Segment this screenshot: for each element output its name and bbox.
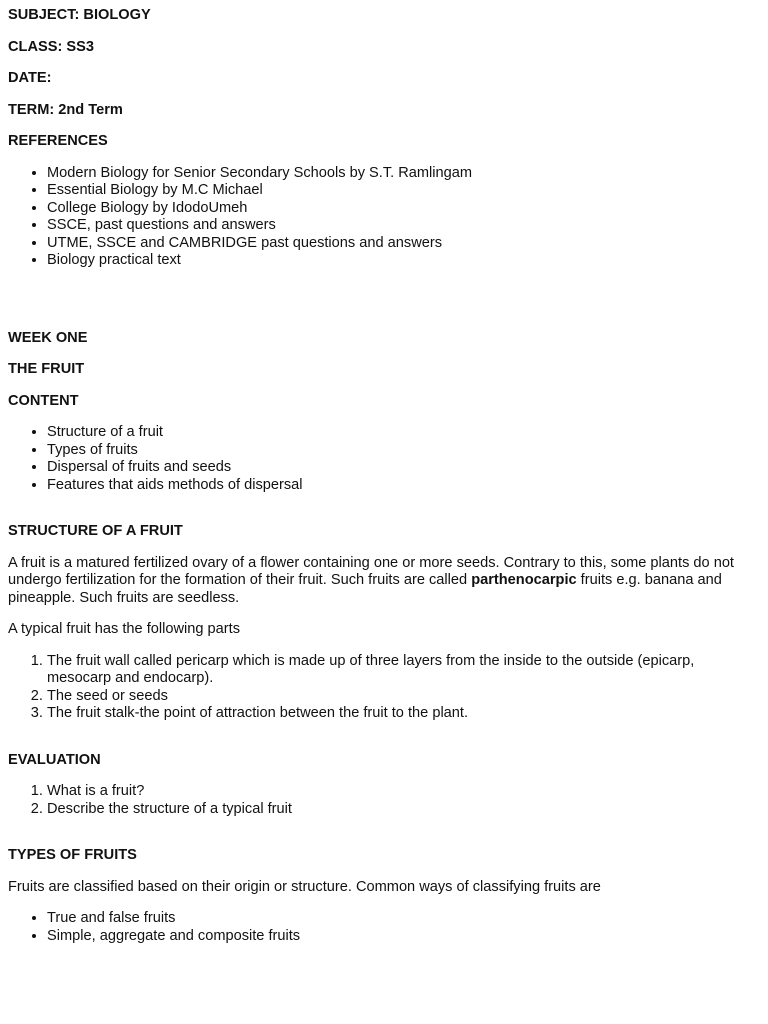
reference-item: • College Biology by IdodoUmeh (47, 200, 760, 217)
class-line: CLASS: SS3 (8, 38, 94, 55)
term-line: TERM: 2nd Term (8, 101, 123, 118)
types-item: • True and false fruits (47, 910, 760, 927)
content-item: • Structure of a fruit (47, 424, 760, 441)
spacer (8, 508, 760, 523)
fruit-part-item: 1. The fruit wall called pericarp which is made up of three layers from the inside to the outside (epicarp, mesocarp and endocarp). (47, 653, 760, 688)
fruit-parts-list (8, 653, 760, 723)
reference-item: • Biology practical text (47, 252, 760, 269)
types-intro-paragraph: Fruits are classified based on their origin or structure. Common ways of classifying fruits are (8, 878, 601, 895)
content-heading: CONTENT (8, 392, 79, 409)
structure-heading: STRUCTURE OF A FRUIT (8, 523, 183, 540)
definition-text: A fruit is a matured fertilized ovary of a flower containing one or more seeds. Contrary to this, some plants do not undergo fertilization for the formation of their fruit. Such fruits are called (8, 554, 734, 589)
content-item: • Types of fruits (47, 442, 760, 459)
references-heading: REFERENCES (8, 133, 108, 150)
spacer (8, 737, 760, 752)
types-list (8, 910, 760, 945)
evaluation-list (8, 783, 760, 818)
week-label: WEEK ONE (8, 329, 88, 346)
spacer (8, 284, 760, 330)
fruit-definition-paragraph (8, 555, 760, 607)
evaluation-heading: EVALUATION (8, 751, 101, 768)
reference-item: • Essential Biology by M.C Michael (47, 182, 760, 199)
subject-line: SUBJECT: BIOLOGY (8, 7, 151, 23)
topic-title: THE FRUIT (8, 361, 85, 378)
content-item: • Dispersal of fruits and seeds (47, 459, 760, 476)
content-item: • Features that aids methods of dispersal (47, 477, 760, 494)
types-heading: TYPES OF FRUITS (8, 847, 137, 864)
reference-item: • Modern Biology for Senior Secondary Schools by S.T. Ramlingam (47, 165, 760, 182)
types-item: • Simple, aggregate and composite fruits (47, 928, 760, 945)
parts-intro-paragraph: A typical fruit has the following parts (8, 621, 240, 638)
reference-item: • SSCE, past questions and answers (47, 217, 760, 234)
references-list (8, 165, 760, 269)
date-line: DATE: (8, 70, 52, 87)
evaluation-question: 2. Describe the structure of a typical fruit (47, 801, 760, 818)
bold-term: parthenocarpic (471, 572, 577, 589)
content-list (8, 424, 760, 494)
fruit-part-item: 2. The seed or seeds (47, 688, 760, 705)
evaluation-question: 1. What is a fruit? (47, 783, 760, 800)
fruit-part-item: 3. The fruit stalk-the point of attraction between the fruit to the plant. (47, 705, 760, 722)
reference-item: • UTME, SSCE and CAMBRIDGE past questions and answers (47, 235, 760, 252)
definition-text: fruits e.g. banana and pineapple. Such fruits are seedless. (8, 572, 722, 606)
spacer (8, 832, 760, 847)
